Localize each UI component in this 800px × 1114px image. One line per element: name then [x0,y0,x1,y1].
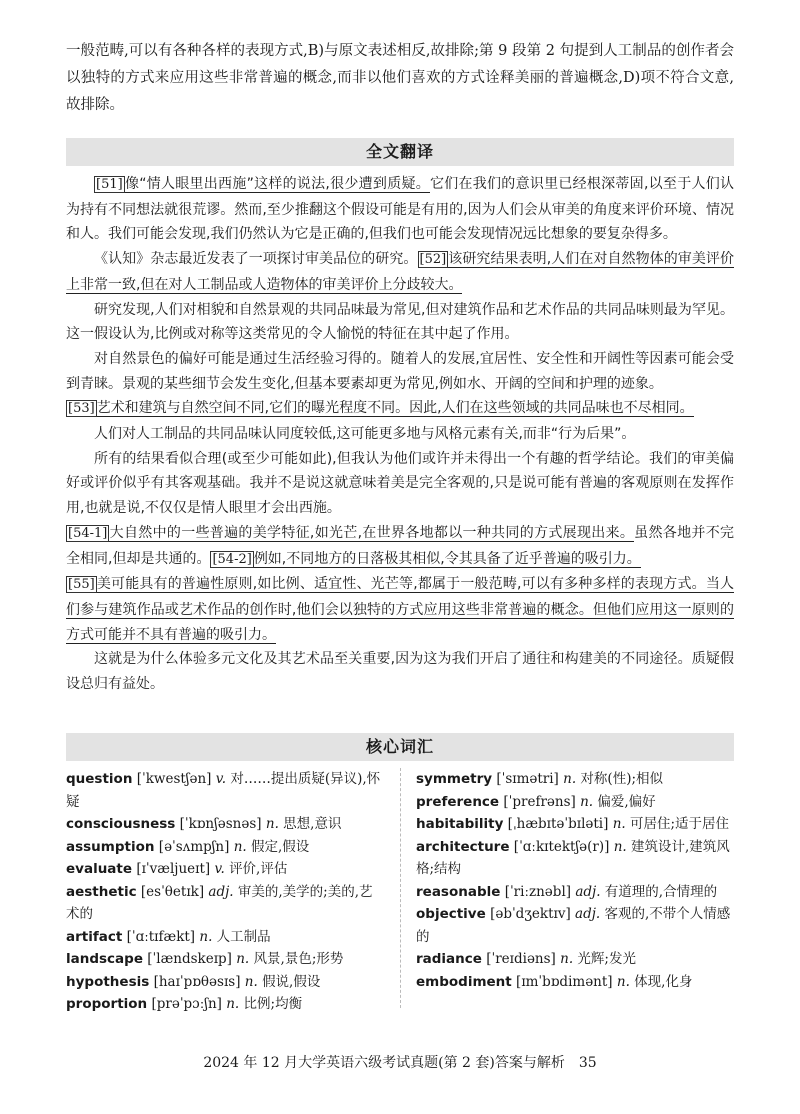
vocab-pos: adj. [208,883,234,900]
vocab-phonetic: [ˈreɪdiəns] [486,951,556,967]
vocab-pos: adj. [575,906,601,922]
vocab-definition: 人工制品 [216,928,271,945]
question-marker: [54-2] [212,551,252,567]
vocab-word: question [66,771,133,787]
page-footer: 2024 年 12 月大学英语六级考试真题(第 2 套)答案与解析 35 [203,1055,597,1071]
translation-paragraph-8 [66,521,734,572]
vocab-definition: 体现,化身 [634,973,693,990]
intro-paragraph: 一般范畴,可以有各种各样的表现方式,B)与原文表述相反,故排除;第 9 段第 2 句提到人工制品的创作者会以独特的方式来应用这些非常普遍的概念,而非以他们喜欢的方式诠释美丽的普遍概念,D)项不符合文意,故排除。 [66,43,734,113]
vocab-pos: n. [613,838,627,855]
vocab-definition: 思想,意识 [283,816,342,832]
question-marker: [51] [96,177,123,192]
vocab-definition: 可居住;适于居住 [630,816,730,832]
vocab-word: habitability [416,816,504,832]
vocab-column-left [66,768,384,1016]
paragraph-text: 《认知》杂志最近发表了一项探讨审美品位的研究。 [94,251,418,268]
vocab-phonetic: [ɪmˈbɒdimənt] [516,973,613,990]
vocab-phonetic: [ˌhæbɪtəˈbɪləti] [507,816,609,832]
vocab-pos: n. [560,951,574,967]
vocab-pos: v. [215,771,227,787]
paragraph-text: 虽然各地并不完全相同,但却是共通的。 [66,524,735,567]
vocab-definition: 偏爱,偏好 [597,793,656,810]
vocab-definition: 假定,假设 [250,838,310,855]
vocab-word: objective [416,906,486,922]
vocab-word: architecture [416,838,510,855]
translation-paragraph-6: 人们对人工制品的共同品味认同度较低,这可能更多地与风格元素有关,而非“行为后果”。 [94,426,636,443]
vocab-entry [66,948,384,971]
vocab-phonetic: [ˈkwestʃən] [136,771,212,787]
question-marker: [53] [68,401,95,417]
translation-paragraph-7: 所有的结果看似合理(或至少可能如此),但我认为他们或许并未得出一个有趣的哲学结论。我们的审美偏好或评价似乎有其客观基础。我并不是说这就意味着美是完全客观的,只是说可能有普遍的客观原则在发挥作用,也就是说,不仅仅是情人眼里才会出西施。 [66,450,734,517]
translation-body [66,172,734,697]
vocab-definition: 光辉;发光 [577,951,636,967]
vocab-entry [416,881,734,904]
vocab-entry [416,903,734,948]
vocab-entry [416,836,734,881]
underlined-sentence: 美可能具有的普遍性原则,如比例、适宜性、光芒等,都属于一般范畴,可以有多种多样的表现方式。当人们参与建筑作品或艺术作品的创作时,他们会以独特的方式应用这些非常普遍的概念。但他们应用这一原则的方式可能并不具有普遍的吸引力。 [66,576,734,643]
question-marker: [55] [68,577,95,593]
vocab-entry [66,858,384,881]
vocab-pos: adj. [575,883,601,900]
translation-paragraph-1 [66,172,734,247]
vocab-phonetic: [ˈɑːkɪtektʃə(r)] [513,838,610,855]
vocab-entry [416,948,734,971]
vocab-pos: n. [580,793,594,810]
vocab-pos: n. [612,816,626,832]
vocab-entry [416,768,734,791]
underlined-sentence: 艺术和建筑与自然空间不同,它们的曝光程度不同。因此,人们在这些领域的共同品味也不尽相同。 [96,400,694,417]
vocab-pos: v. [214,861,225,877]
question-marker: [52] [419,252,447,268]
vocab-phonetic: [əbˈdʒektɪv] [490,906,571,922]
vocab-word: proportion [66,996,148,1012]
vocab-word: radiance [416,951,482,967]
vocab-entry [66,813,384,836]
underlined-sentence: 例如,不同地方的日落极其相似,令其具备了近乎普遍的吸引力。 [253,550,641,567]
vocab-pos: n. [265,816,279,832]
vocab-entry [66,993,384,1016]
underlined-sentence: 像“情人眼里出西施”这样的说法,很少遭到质疑。 [124,176,430,192]
vocab-pos: n. [616,973,630,990]
vocab-phonetic: [haɪˈpɒθəsɪs] [153,973,241,990]
vocab-pos: n. [244,973,258,990]
vocab-word: preference [416,793,500,810]
translation-paragraph-10: 这就是为什么体验多元文化及其艺术品至关重要,因为这为我们开启了通往和构建美的不同途径。质疑假设总归有益处。 [66,651,734,693]
vocab-definition: 客观的,不带个人情感的 [416,906,731,945]
vocab-word: assumption [66,838,155,855]
paragraph-text: 它们在我们的意识里已经根深蒂固,以至于人们认为持有不同想法就很荒谬。然而,至少推翻这个假设可能是有用的,因为人们会从审美的角度来评价环境、情况和人。我们可能会发现,我们仍然认为它是正确的,但我们也可能会发现情况远比想象的要复杂得多。 [66,176,734,243]
vocab-word: reasonable [416,883,501,900]
vocab-definition: 评价,评估 [229,861,288,877]
vocab-pos: n. [563,771,577,787]
vocab-entry [416,791,734,814]
underlined-sentence: 该研究结果表明,人们在对自然物体的审美评价上非常一致,但在对人工制品或人造物体的审美评价上分歧较大。 [66,251,735,293]
vocab-phonetic: [prəˈpɔːʃn] [151,996,222,1012]
vocab-definition: 风景,景色;形势 [253,951,344,967]
translation-paragraph-9 [66,572,734,647]
vocab-word: symmetry [416,771,493,787]
vocab-phonetic: [ˈriːznəbl] [504,883,572,900]
vocab-word: hypothesis [66,973,150,990]
vocab-phonetic: [ˈprefrəns] [503,793,576,810]
section-header-translation: 全文翻译 [66,138,734,166]
underlined-sentence: 大自然中的一些普遍的美学特征,如光芒,在世界各地都以一种共同的方式展现出来。 [109,524,635,541]
translation-paragraph-3: 研究发现,人们对相貌和自然景观的共同品味最为常见,但对建筑作品和艺术作品的共同品味则最为罕见。这一假设认为,比例或对称等这类常见的令人愉悦的特征在其中起了作用。 [66,301,734,343]
vocab-phonetic: [ˈkɒnʃəsnəs] [179,816,262,832]
vocab-word: evaluate [66,861,133,877]
vocab-phonetic: [ˈsɪmətri] [496,771,559,787]
vocab-column-right [416,768,734,1016]
vocab-definition: 对称(性);相似 [580,771,664,787]
vocab-definition: 建筑设计,建筑风格;结构 [416,838,730,877]
vocab-word: landscape [66,951,143,967]
vocab-pos: n. [199,928,213,945]
vocab-word: embodiment [416,973,512,990]
vocab-pos: n. [236,951,250,967]
vocab-list [66,768,734,1016]
vocab-definition: 有道理的,合情理的 [604,883,718,900]
vocab-entry [66,926,384,949]
vocab-pos: n. [226,996,240,1012]
vocab-entry [66,881,384,926]
vocab-phonetic: [əˈsʌmpʃn] [158,838,230,855]
vocab-word: consciousness [66,816,176,832]
vocab-definition: 对……提出质疑(异议),怀疑 [66,771,381,810]
vocab-definition: 假说,假设 [262,973,321,990]
vocab-entry [66,971,384,994]
vocab-pos: n. [233,838,247,855]
section-header-vocab: 核心词汇 [66,733,734,761]
translation-paragraph-2 [66,247,734,297]
vocab-entry [416,971,734,994]
question-marker: [54-1] [68,525,108,541]
vocab-entry [66,836,384,859]
vocab-phonetic: [esˈθetɪk] [140,883,205,900]
vocab-word: aesthetic [66,883,137,900]
vocab-definition: 比例;均衡 [243,996,303,1012]
translation-paragraph-4: 对自然景色的偏好可能是通过生活经验习得的。随着人的发展,宜居性、安全性和开阔性等因素可能会受到青睐。景观的某些细节会发生变化,但基本要素却更为常见,例如水、开阔的空间和护理的迹象。 [66,350,734,392]
vocab-word: artifact [66,928,123,945]
vocab-phonetic: [ˈlændskeɪp] [147,951,232,967]
vocab-entry [66,768,384,813]
vocab-phonetic: [ɪˈvæljueɪt] [136,861,211,877]
vocab-entry [416,813,734,836]
vocab-phonetic: [ˈɑːtɪfækt] [126,928,196,945]
vocab-definition: 审美的,美学的;美的,艺术的 [66,883,373,922]
translation-paragraph-5 [66,396,734,422]
